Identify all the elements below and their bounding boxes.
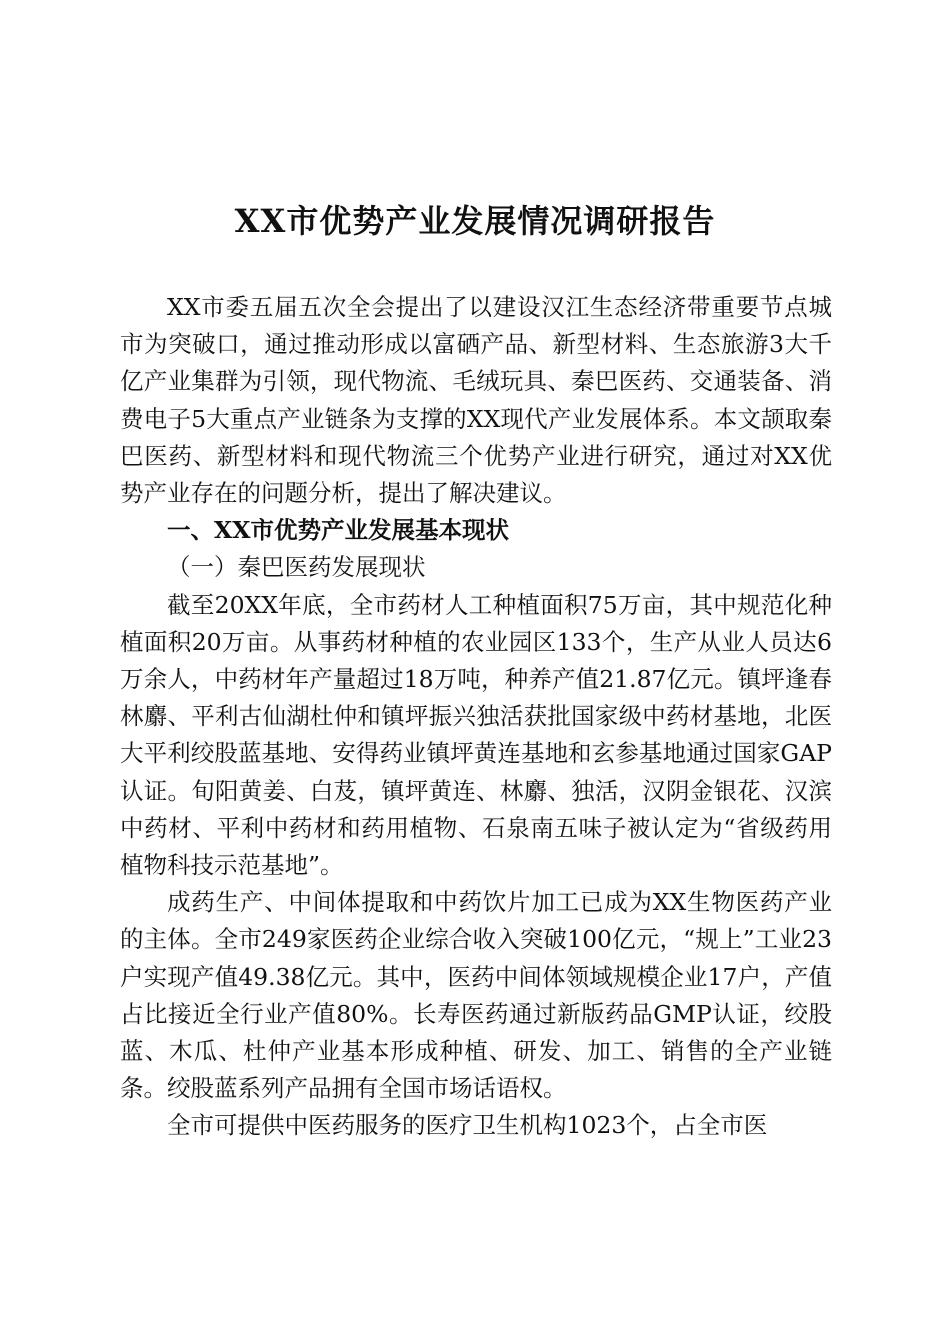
intro-paragraph: XX市委五届五次全会提出了以建设汉江生态经济带重要节点城市为突破口，通过推动形成以富硒产品、新型材料、生态旅游3大千亿产业集群为引领，现代物流、毛绒玩具、秦巴医药、交通装备、消费电子5大重点产业链条为支撑的XX现代产业发展体系。本文颉取秦巴医药、新型材料和现代物流三个优势产业进行研究，通过对XX优势产业存在的问题分析，提出了解决建议。 bbox=[120, 293, 832, 508]
document-body bbox=[120, 289, 832, 1145]
body-paragraph-2: 成药生产、中间体提取和中药饮片加工已成为XX生物医药产业的主体。全市249家医药企业综合收入突破100亿元，“规上”工业23户实现产值49.38亿元。其中，医药中间体领域规模企业17户，产值占比接近全行业产值80%。长寿医药通过新版药品GMP认证，绞股蓝、木瓜、杜仲产业基本形成种植、研发、加工、销售的全产业链条。绞股蓝系列产品拥有全国市场话语权。 bbox=[120, 888, 832, 1103]
document-title: XX市优势产业发展情况调研报告 bbox=[234, 202, 716, 240]
body-paragraph-3: 全市可提供中医药服务的医疗卫生机构1023个，占全市医 bbox=[167, 1111, 768, 1140]
body-paragraph-1: 截至20XX年底，全市药材人工种植面积75万亩，其中规范化种植面积20万亩。从事药材种植的农业园区133个，生产从业人员达6万余人，中药材年产量超过18万吨，种养产值21.87亿元。镇坪逢春林麝、平利古仙湖杜仲和镇坪振兴独活获批国家级中药材基地，北医大平利绞股蓝基地、安得药业镇坪黄连基地和玄参基地通过国家GAP认证。旬阳黄姜、白芨，镇坪黄连、林麝、独活，汉阴金银花、汉滨中药材、平利中药材和药用植物、石泉南五味子被认定为“省级药用植物科技示范基地”。 bbox=[120, 590, 832, 880]
section-heading: 一、XX市优势产业发展基本现状 bbox=[167, 516, 509, 545]
subsection-heading: （一）秦巴医药发展现状 bbox=[167, 553, 426, 582]
